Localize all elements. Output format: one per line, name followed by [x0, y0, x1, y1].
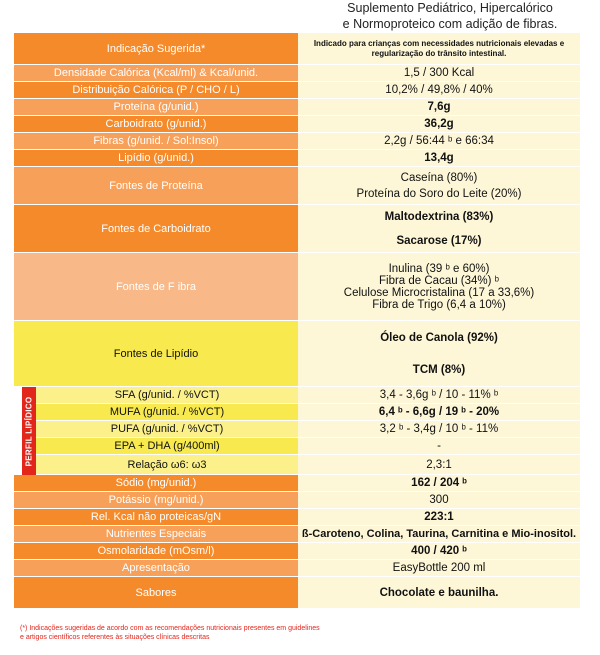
- row-fontes-fibra: [14, 253, 580, 321]
- row-indicacao: [14, 33, 580, 65]
- row-nutrientes: [14, 526, 580, 543]
- value-line: TCM (8%): [412, 363, 466, 376]
- row-lipidio: [14, 150, 580, 167]
- value-line: Celulose Microcristalina (17 a 33,6%): [343, 286, 535, 299]
- row-value: 10,2% / 49,8% / 40%: [298, 82, 580, 98]
- row-apresentacao: [14, 560, 580, 577]
- row-fontes-carboidrato: [14, 205, 580, 253]
- header-line-1: Suplemento Pediátrico, Hipercalórico: [347, 1, 553, 15]
- row-value: 2,3:1: [298, 455, 580, 474]
- row-fibras: [14, 133, 580, 150]
- row-fontes-proteina: [14, 167, 580, 205]
- row-value: 2,2g / 56:44 ᵇ e 66:34: [298, 133, 580, 149]
- row-label: Apresentação: [14, 560, 298, 576]
- row-value: 223:1: [298, 509, 580, 525]
- row-label: Densidade Calórica (Kcal/ml) & Kcal/unid.: [14, 65, 298, 81]
- row-value: 1,5 / 300 Kcal: [298, 65, 580, 81]
- row-value: EasyBottle 200 ml: [298, 560, 580, 576]
- row-label: Relação ω6: ω3: [36, 455, 298, 474]
- row-value: 36,2g: [298, 116, 580, 132]
- row-label: Nutrientes Especiais: [14, 526, 298, 542]
- row-value: [298, 253, 580, 320]
- value-line: Óleo de Canola (92%): [380, 331, 498, 344]
- row-value: Chocolate e baunilha.: [298, 577, 580, 608]
- row-fontes-lipidio: [14, 321, 580, 387]
- row-osmolaridade: [14, 543, 580, 560]
- row-value: [298, 167, 580, 204]
- row-value: Indicado para crianças com necessidades nutricionais elevadas e regularização do trânsito intestinal.: [298, 33, 580, 64]
- row-label: Potássio (mg/unid.): [14, 492, 298, 508]
- row-sodio: [14, 475, 580, 492]
- row-label: Rel. Kcal não proteicas/gN: [14, 509, 298, 525]
- row-value: 13,4g: [298, 150, 580, 166]
- row-label: Fontes de Carboidrato: [14, 205, 298, 252]
- row-proteina: [14, 99, 580, 116]
- row-value: 3,2 ᵇ - 3,4g / 10 ᵇ - 11%: [298, 421, 580, 437]
- row-label: Sódio (mg/unid.): [14, 475, 298, 491]
- value-line: Proteína do Soro do Leite (20%): [356, 187, 522, 200]
- lipid-profile-side-label: [22, 387, 36, 475]
- product-header: [300, 0, 600, 32]
- row-pufa: [36, 421, 580, 438]
- row-label: Fontes de Lipídio: [14, 321, 298, 386]
- row-label: Fontes de Proteína: [14, 167, 298, 204]
- header-line-2: e Normoproteico com adição de fibras.: [342, 17, 558, 31]
- row-label: Indicação Sugerida*: [14, 33, 298, 64]
- row-value: ß-Caroteno, Colina, Taurina, Carnitina e Mio-inositol.: [298, 526, 580, 542]
- row-value: [298, 321, 580, 386]
- value-line: Caseína (80%): [400, 171, 478, 184]
- row-value: -: [298, 438, 580, 454]
- row-carboidrato: [14, 116, 580, 133]
- row-label: Fontes de F ibra: [14, 253, 298, 320]
- side-label-text: PERFIL LIPÍDICO: [24, 396, 34, 466]
- value-line: Maltodextrina (83%): [384, 210, 494, 223]
- row-densidade: [14, 65, 580, 82]
- row-value: [298, 205, 580, 252]
- row-value: 400 / 420 ᵇ: [298, 543, 580, 559]
- row-label: SFA (g/unid. / %VCT): [36, 387, 298, 403]
- row-mufa: [36, 404, 580, 421]
- row-value: 162 / 204 ᵇ: [298, 475, 580, 491]
- row-label: Osmolaridade (mOsm/l): [14, 543, 298, 559]
- row-value: 300: [298, 492, 580, 508]
- row-label: PUFA (g/unid. / %VCT): [36, 421, 298, 437]
- row-label: EPA + DHA (g/400ml): [36, 438, 298, 454]
- row-sfa: [36, 387, 580, 404]
- row-label: Lipídio (g/unid.): [14, 150, 298, 166]
- row-label: Sabores: [14, 577, 298, 608]
- row-label: Distribuição Calórica (P / CHO / L): [14, 82, 298, 98]
- row-potassio: [14, 492, 580, 509]
- row-label: MUFA (g/unid. / %VCT): [36, 404, 298, 420]
- row-distribuicao: [14, 82, 580, 99]
- row-value: 7,6g: [298, 99, 580, 115]
- value-line: Inulina (39 ᵇ e 60%): [388, 262, 490, 275]
- row-label: Carboidrato (g/unid.): [14, 116, 298, 132]
- row-value: 3,4 - 3,6g ᵇ / 10 - 11% ᵇ: [298, 387, 580, 403]
- row-relacao: [36, 455, 580, 475]
- row-epa-dha: [36, 438, 580, 455]
- row-label: Fibras (g/unid. / Sol:Insol): [14, 133, 298, 149]
- row-value: 6,4 ᵇ - 6,6g / 19 ᵇ - 20%: [298, 404, 580, 420]
- row-rel-kcal: [14, 509, 580, 526]
- value-line: Fibra de Trigo (6,4 a 10%): [372, 298, 506, 311]
- value-line: Sacarose (17%): [396, 234, 482, 247]
- row-sabores: [14, 577, 580, 609]
- row-label: Proteína (g/unid.): [14, 99, 298, 115]
- footnote: (*) Indicações sugeridas de acordo com as recomendações nutricionais presentes em guidelines e artigos científicos referentes às situações clínicas descritas: [20, 625, 320, 641]
- value-line: Fibra de Cacau (34%) ᵇ: [378, 274, 500, 287]
